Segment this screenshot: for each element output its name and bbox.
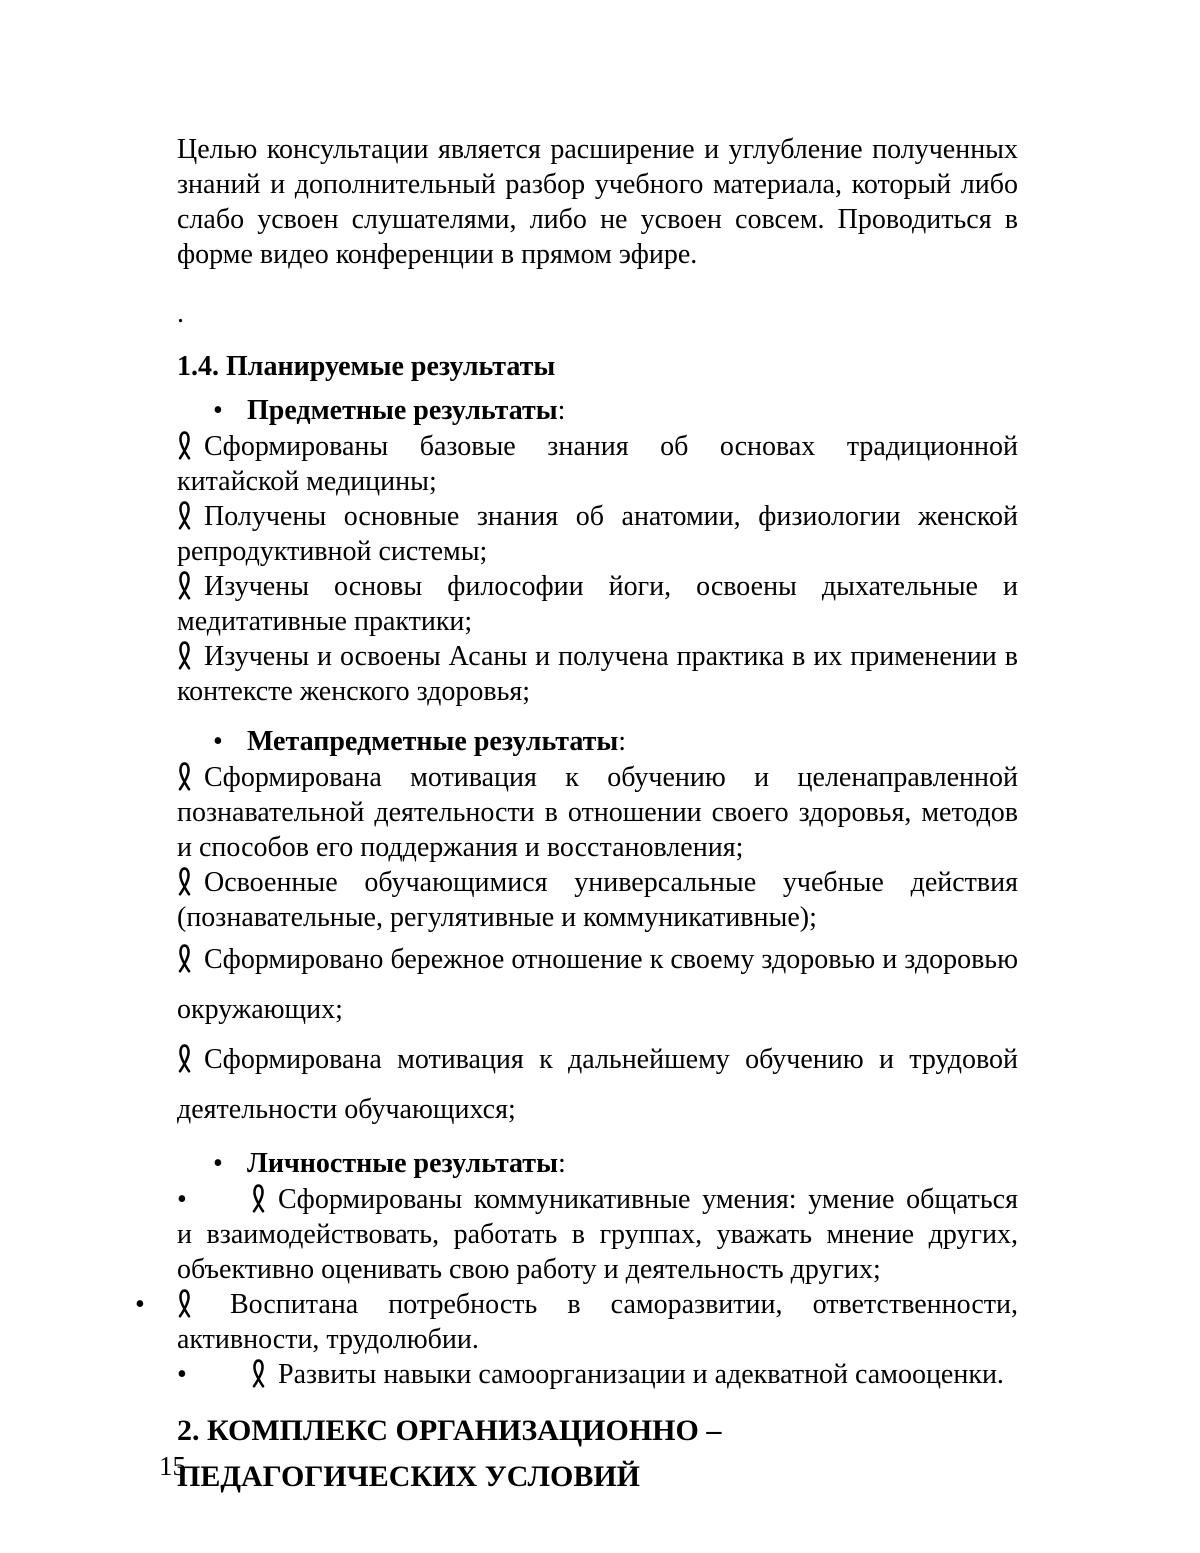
list-item bbox=[177, 499, 1018, 569]
group-title-subject-results bbox=[177, 392, 1018, 429]
list-item-text: Развиты навыки самоорганизации и адекватной самооценки. bbox=[278, 1359, 1004, 1390]
list-item-text: Освоенные обучающимися универсальные учебные действия (познавательные, регулятивные и коммуникативные); bbox=[177, 867, 1018, 933]
round-bullet-icon: • bbox=[135, 1289, 145, 1320]
group-title-meta-results bbox=[177, 723, 1018, 760]
group-title-text: Предметные результаты bbox=[247, 395, 558, 426]
ribbon-bullet-icon bbox=[177, 1044, 192, 1073]
group-title-personal-results bbox=[177, 1145, 1018, 1182]
round-bullet-icon: • bbox=[177, 1184, 187, 1215]
list-item bbox=[177, 865, 1018, 935]
list-item-text: Изучены основы философии йоги, освоены дыхательные и медитативные практики; bbox=[177, 571, 1018, 637]
section-2-heading: 2. КОМПЛЕКС ОРГАНИЗАЦИОННО – ПЕДАГОГИЧЕСКИХ УСЛОВИЙ bbox=[177, 1414, 722, 1493]
list-item bbox=[177, 639, 1018, 709]
list-item bbox=[177, 1182, 1018, 1287]
ribbon-bullet-icon bbox=[251, 1359, 266, 1388]
ribbon-bullet-icon bbox=[177, 501, 192, 530]
list-item-text: Сформирована мотивация к дальнейшему обучению и трудовой деятельности обучающихся; bbox=[177, 1044, 1018, 1125]
ribbon-bullet-icon bbox=[177, 571, 192, 600]
ribbon-bullet-icon bbox=[177, 762, 192, 791]
round-bullet-icon: • bbox=[213, 395, 223, 426]
ribbon-bullet-icon bbox=[177, 867, 192, 896]
intro-paragraph: Целью консультации является расширение и углубление полученных знаний и дополнительный разбор учебного материала, который либо слабо усвоен слушателями, либо не усвоен совсем. Проводиться в форме видео конференции в прямом эфире. bbox=[177, 134, 1018, 270]
list-item-text: Воспитана потребность в саморазвитии, ответственности, активности, трудолюбии. bbox=[177, 1289, 1018, 1355]
list-item bbox=[177, 569, 1018, 639]
group-title-colon: : bbox=[557, 1148, 566, 1179]
section-1-4-heading: 1.4. Планируемые результаты bbox=[177, 351, 556, 382]
group-title-text: Личностные результаты bbox=[247, 1148, 558, 1179]
group-title-colon: : bbox=[557, 395, 566, 426]
group-title-text: Метапредметные результаты bbox=[247, 726, 619, 757]
ribbon-bullet-icon bbox=[177, 431, 192, 460]
list-item bbox=[177, 1357, 1018, 1392]
ribbon-bullet-icon bbox=[251, 1184, 266, 1213]
ribbon-bullet-icon bbox=[177, 944, 192, 973]
round-bullet-icon: • bbox=[213, 1148, 223, 1179]
list-item-text: Сформированы коммуникативные умения: умение общаться и взаимодействовать, работать в группах, уважать мнение других, объективно оценивать свою работу и деятельность других; bbox=[177, 1184, 1018, 1285]
stray-period: . bbox=[177, 298, 184, 329]
list-item bbox=[177, 760, 1018, 865]
list-item-text: Сформирована мотивация к обучению и целенаправленной познавательной деятельности в отношении своего здоровья, методов и способов его поддержания и восстановления; bbox=[177, 762, 1018, 863]
ribbon-bullet-icon bbox=[177, 1289, 192, 1318]
list-item bbox=[177, 1035, 1018, 1135]
round-bullet-icon: • bbox=[213, 726, 223, 757]
list-item bbox=[177, 429, 1018, 499]
list-item-text: Получены основные знания об анатомии, физиологии женской репродуктивной системы; bbox=[177, 501, 1018, 567]
list-item-text: Сформированы базовые знания об основах традиционной китайской медицины; bbox=[177, 431, 1018, 497]
page-number: 15 bbox=[159, 1451, 186, 1481]
group-title-colon: : bbox=[618, 726, 626, 757]
ribbon-bullet-icon bbox=[177, 641, 192, 670]
list-item bbox=[135, 1287, 1018, 1357]
list-item bbox=[177, 935, 1018, 1035]
list-item-text: Изучены и освоены Асаны и получена практика в их применении в контексте женского здоровья; bbox=[177, 641, 1018, 707]
round-bullet-icon: • bbox=[177, 1359, 187, 1390]
list-item-text: Сформировано бережное отношение к своему здоровью и здоровью окружающих; bbox=[177, 944, 1018, 1025]
